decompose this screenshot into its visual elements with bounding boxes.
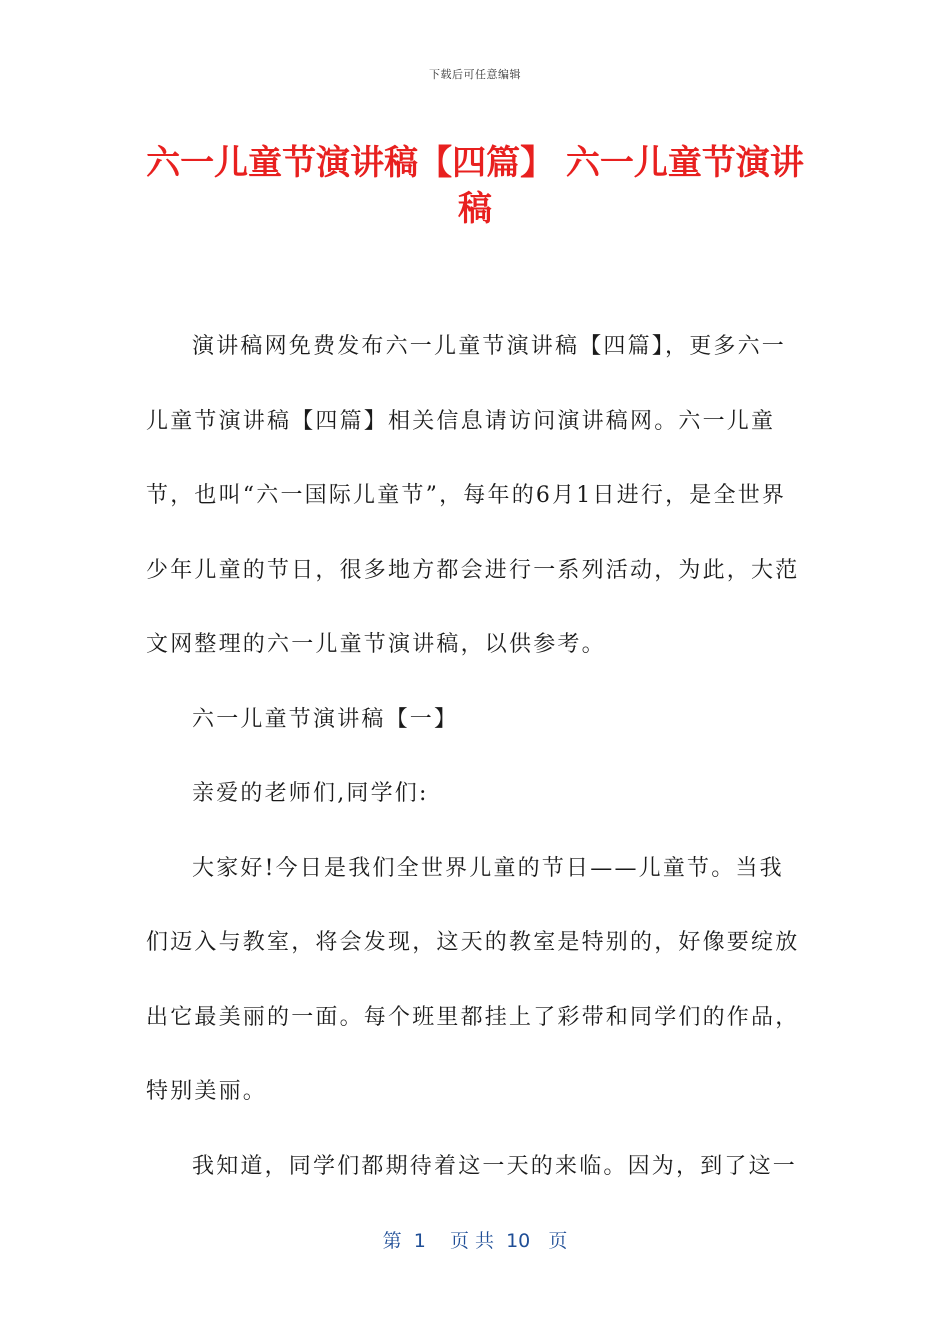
- document-title: 六一儿童节演讲稿【四篇】 六一儿童节演讲稿: [146, 143, 804, 229]
- page-number-footer: 第 1 页 共 10 页: [382, 1230, 568, 1252]
- document-body: [146, 310, 806, 1204]
- intro-paragraph: 演讲稿网免费发布六一儿童节演讲稿【四篇】，更多六一儿童节演讲稿【四篇】相关信息请访问演讲稿网。六一儿童节，也叫“六一国际儿童节”，每年的6月1日进行，是全世界少年儿童的节日，很多地方都会进行一系列活动，为此，大范文网整理的六一儿童节演讲稿，以供参考。: [146, 334, 800, 657]
- section-heading: 六一儿童节演讲稿【一】: [192, 706, 459, 732]
- body-paragraph: 大家好!今日是我们全世界儿童的节日——儿童节。当我们迈入与教室，将会发现，这天的教室是特别的，好像要绽放出它最美丽的一面。每个班里都挂上了彩带和同学们的作品，特别美丽。: [146, 855, 800, 1104]
- header-note: 下载后可任意编辑: [429, 68, 521, 81]
- salutation: 亲爱的老师们,同学们:: [192, 781, 429, 806]
- body-paragraph: 我知道，同学们都期待着这一天的来临。因为，到了这一: [192, 1153, 798, 1179]
